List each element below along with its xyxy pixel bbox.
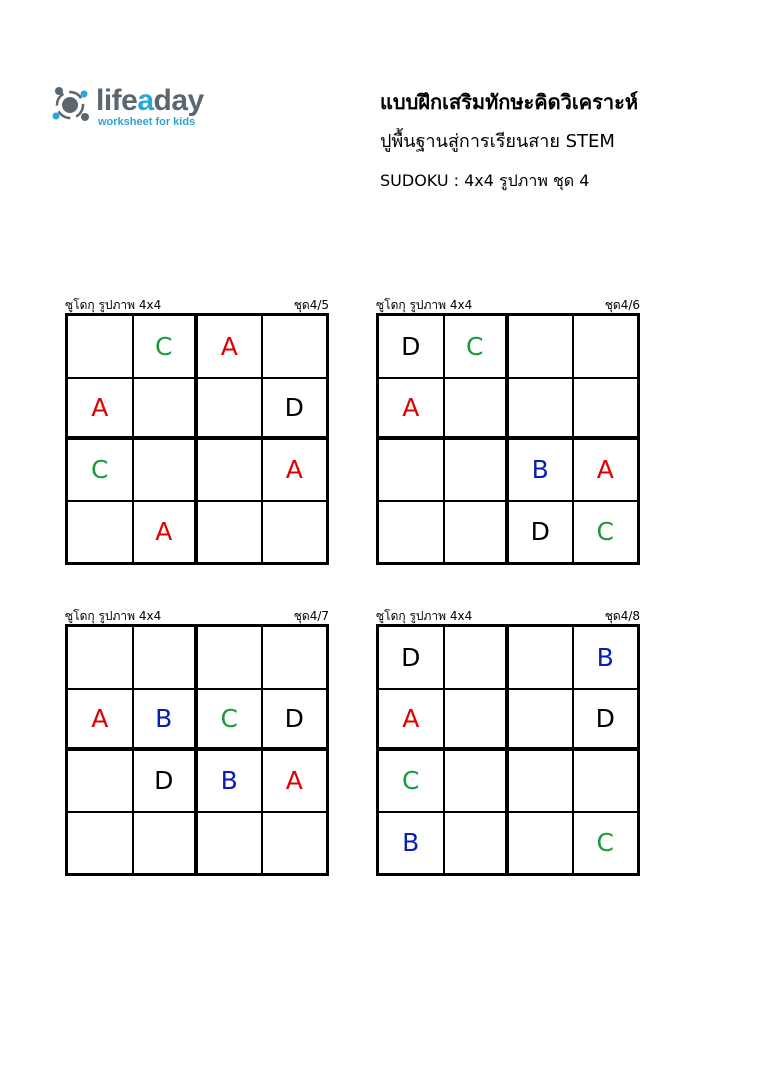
sudoku-cell — [262, 501, 327, 563]
sudoku-cell — [508, 812, 573, 874]
worksheet-title: แบบฝึกเสริมทักษะคิดวิเคราะห์ — [380, 90, 639, 114]
sudoku-cell — [444, 750, 509, 812]
sudoku-cell — [444, 627, 509, 689]
sudoku-cell — [68, 812, 133, 874]
puzzle-title: ซูโดกุ รูปภาพ 4x4 — [376, 609, 473, 623]
sudoku-cell — [508, 750, 573, 812]
sudoku-cell: C — [444, 316, 509, 378]
sudoku-cell: C — [379, 750, 444, 812]
sudoku-cell: A — [68, 378, 133, 440]
logo-wordmark: lifeaday — [96, 84, 204, 117]
sudoku-cell — [68, 627, 133, 689]
sudoku-cell: D — [262, 689, 327, 751]
sudoku-cell: D — [379, 316, 444, 378]
sudoku-grid — [376, 624, 640, 876]
sudoku-cell: A — [68, 689, 133, 751]
sudoku-cell: D — [133, 750, 198, 812]
sudoku-cell: C — [68, 439, 133, 501]
lifeaday-logo — [50, 82, 220, 132]
sudoku-cell — [444, 812, 509, 874]
sudoku-cell — [508, 627, 573, 689]
sudoku-cell — [68, 501, 133, 563]
sudoku-cell: B — [508, 439, 573, 501]
logo-subtitle: worksheet for kids — [98, 116, 196, 128]
sudoku-grid — [65, 313, 329, 565]
sudoku-cell: D — [379, 627, 444, 689]
puzzle-set-number: ชุด4/8 — [604, 609, 640, 623]
sudoku-cell: D — [262, 378, 327, 440]
sudoku-cell — [68, 316, 133, 378]
sudoku-cell — [262, 812, 327, 874]
sudoku-cell — [133, 378, 198, 440]
sudoku-cell — [573, 750, 638, 812]
sudoku-cell — [262, 316, 327, 378]
sudoku-cell: A — [133, 501, 198, 563]
puzzle-title: ซูโดกุ รูปภาพ 4x4 — [65, 298, 162, 312]
sudoku-cell: C — [573, 812, 638, 874]
puzzle-set-number: ชุด4/6 — [604, 298, 640, 312]
sudoku-cell — [379, 501, 444, 563]
sudoku-cell — [68, 750, 133, 812]
sudoku-cell — [444, 501, 509, 563]
sudoku-cell — [508, 689, 573, 751]
sudoku-cell — [197, 501, 262, 563]
sudoku-cell — [133, 627, 198, 689]
sudoku-cell: B — [133, 689, 198, 751]
worksheet-subtitle: ปูพื้นฐานสู่การเรียนสาย STEM — [380, 131, 615, 152]
sudoku-cell — [379, 439, 444, 501]
sudoku-cell: D — [508, 501, 573, 563]
sudoku-cell — [508, 378, 573, 440]
sudoku-cell: A — [197, 316, 262, 378]
sudoku-cell — [444, 689, 509, 751]
sudoku-cell — [573, 378, 638, 440]
sudoku-cell — [508, 316, 573, 378]
sudoku-cell: A — [262, 439, 327, 501]
sudoku-cell — [573, 316, 638, 378]
puzzle-set-number: ชุด4/7 — [293, 609, 329, 623]
puzzle-title: ซูโดกุ รูปภาพ 4x4 — [65, 609, 162, 623]
sudoku-cell: C — [573, 501, 638, 563]
sudoku-cell: B — [379, 812, 444, 874]
sudoku-cell — [197, 627, 262, 689]
puzzle-title: ซูโดกุ รูปภาพ 4x4 — [376, 298, 473, 312]
sudoku-grid — [65, 624, 329, 876]
sudoku-cell: A — [379, 689, 444, 751]
sudoku-cell — [133, 439, 198, 501]
sudoku-cell — [444, 439, 509, 501]
sudoku-cell: B — [573, 627, 638, 689]
sudoku-cell: B — [197, 750, 262, 812]
sudoku-cell — [197, 439, 262, 501]
sudoku-cell: C — [197, 689, 262, 751]
sudoku-cell: D — [573, 689, 638, 751]
sudoku-grid — [376, 313, 640, 565]
sudoku-cell — [262, 627, 327, 689]
puzzle-set-number: ชุด4/5 — [293, 298, 329, 312]
sudoku-cell — [133, 812, 198, 874]
sudoku-cell — [197, 812, 262, 874]
sudoku-cell: A — [262, 750, 327, 812]
molecule-logo-icon — [50, 84, 92, 126]
sudoku-cell: A — [573, 439, 638, 501]
sudoku-cell — [197, 378, 262, 440]
sudoku-cell — [444, 378, 509, 440]
worksheet-set-label: SUDOKU : 4x4 รูปภาพ ชุด 4 — [380, 171, 590, 190]
sudoku-cell: A — [379, 378, 444, 440]
sudoku-cell: C — [133, 316, 198, 378]
